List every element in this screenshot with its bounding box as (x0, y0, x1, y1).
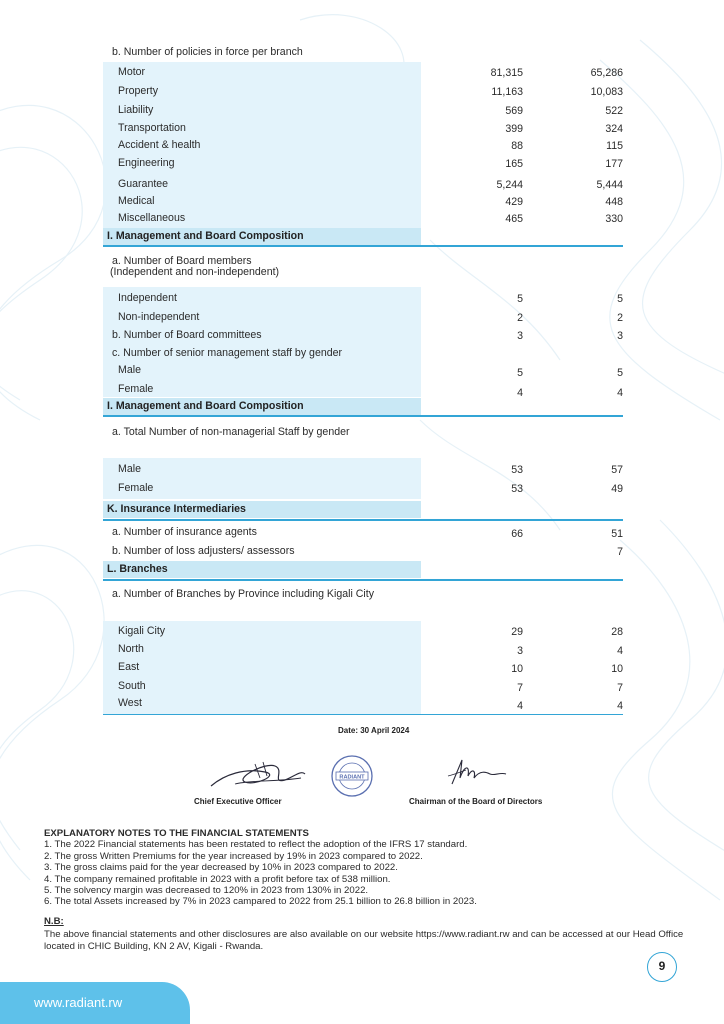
staff-male-value-2023: 53 (511, 464, 523, 476)
policy-row-value-2022: 324 (605, 123, 623, 135)
staff-male-value-2022: 57 (611, 464, 623, 476)
senior-female-value-2023: 4 (517, 387, 523, 399)
footer-website-tab (0, 982, 190, 1024)
branch-row-value-2023: 3 (517, 645, 523, 657)
section-divider (103, 579, 623, 581)
policy-row-value-2022: 448 (605, 196, 623, 208)
insurance-agents-value-2023: 66 (511, 528, 523, 540)
policy-row-value-2022: 5,444 (596, 179, 623, 191)
branch-row-value-2023: 10 (511, 663, 523, 675)
ceo-signature (205, 756, 310, 796)
board-independent-value-2023: 5 (517, 293, 523, 305)
branches-heading: a. Number of Branches by Province including Kigali City (112, 588, 375, 600)
senior-male-value-2022: 5 (617, 367, 623, 379)
ceo-caption: Chief Executive Officer (194, 797, 282, 806)
branch-row-value-2022: 10 (611, 663, 623, 675)
section-divider (103, 415, 623, 417)
policy-row-value-2023: 11,163 (491, 86, 523, 98)
board-independent-label: Independent (118, 292, 177, 304)
staff-heading: a. Total Number of non-managerial Staff by gender (112, 426, 350, 438)
nb-text: The above financial statements and other disclosures are also available on our website https://www.radiant.rw and can be accessed at our Head Office located in CHIC Building, KN 2 AV, Kigali - Rwanda. (44, 928, 684, 953)
section-divider (103, 245, 623, 247)
website-link[interactable]: www.radiant.rw (34, 995, 123, 1010)
nb-note (44, 916, 684, 954)
policy-row-label: Engineering (118, 157, 175, 169)
senior-female-value-2022: 4 (617, 387, 623, 399)
policies-heading: b. Number of policies in force per branch (112, 46, 303, 58)
senior-male-label: Male (118, 364, 141, 376)
note-item: 1. The 2022 Financial statements has been restated to reflect the adoption of the IFRS 17 standard. (44, 839, 468, 851)
board-members-heading-line1: a. Number of Board members (112, 255, 252, 267)
policy-row-label: Property (118, 85, 159, 97)
policy-row-value-2023: 5,244 (496, 179, 523, 191)
senior-male-value-2023: 5 (517, 367, 523, 379)
branch-row-label: West (118, 697, 142, 709)
policy-row-label: Transportation (118, 122, 186, 134)
board-independent-value-2022: 5 (617, 293, 623, 305)
board-committees-value-2022: 3 (617, 330, 623, 342)
branch-row-label: North (118, 643, 144, 655)
policy-row-label: Motor (118, 66, 146, 78)
policy-row-value-2022: 65,286 (590, 67, 623, 79)
explanatory-notes (44, 828, 684, 908)
note-item: 5. The solvency margin was decreased to 120% in 2023 from 130% in 2022. (44, 885, 369, 897)
policy-row-value-2022: 10,083 (590, 86, 623, 98)
policy-row-value-2023: 569 (505, 105, 523, 117)
branch-row-value-2022: 4 (617, 645, 623, 657)
staff-female-value-2023: 53 (511, 483, 523, 495)
staff-female-value-2022: 49 (611, 483, 623, 495)
insurance-agents-label: a. Number of insurance agents (112, 526, 257, 538)
page-number: 9 (647, 952, 677, 982)
senior-female-label: Female (118, 383, 154, 395)
policy-row-value-2023: 465 (505, 213, 523, 225)
policy-row-value-2022: 115 (606, 140, 623, 152)
chairman-caption: Chairman of the Board of Directors (409, 797, 543, 806)
branch-row-label: East (118, 661, 140, 673)
policy-row-value-2023: 429 (505, 196, 523, 208)
notes-title: EXPLANATORY NOTES TO THE FINANCIAL STATEMENTS (44, 828, 309, 839)
table-bottom-divider (103, 714, 623, 715)
section-title-staff: I. Management and Board Composition (103, 398, 421, 415)
policy-row-value-2023: 88 (511, 140, 523, 152)
stamp-center-text: RADIANT (339, 774, 365, 781)
branch-row-value-2022: 4 (617, 700, 623, 712)
policy-row-label: Liability (118, 104, 154, 116)
board-members-heading-line2: (Independent and non-independent) (110, 266, 280, 278)
policy-row-value-2022: 330 (605, 213, 623, 225)
board-non-independent-value-2023: 2 (517, 312, 523, 324)
branch-row-value-2022: 7 (617, 682, 623, 694)
note-item: 4. The company remained profitable in 2023 with a profit before tax of 538 million. (44, 873, 391, 885)
policy-row-value-2022: 177 (605, 158, 623, 170)
staff-female-label: Female (118, 482, 154, 494)
note-item: 2. The gross Written Premiums for the year increased by 19% in 2023 compared to 2022. (44, 850, 423, 862)
note-item: 3. The gross claims paid for the year decreased by 10% in 2023 compared to 2022. (44, 862, 398, 874)
section-title-intermediaries: K. Insurance Intermediaries (103, 501, 421, 518)
company-stamp (330, 750, 374, 802)
policy-row-label: Guarantee (118, 178, 169, 190)
board-committees-label: b. Number of Board committees (112, 329, 262, 341)
loss-adjusters-value-2022: 7 (617, 546, 623, 558)
policy-row-label: Medical (118, 195, 155, 207)
branch-row-value-2023: 7 (517, 682, 523, 694)
staff-male-label: Male (118, 463, 141, 475)
signing-date: Date: 30 April 2024 (338, 726, 410, 735)
policy-row-value-2022: 522 (605, 105, 623, 117)
note-item: 6. The total Assets increased by 7% in 2023 campared to 2022 from 25.1 billion to 26.8 billion in 2023. (44, 896, 477, 908)
section-title-board: I. Management and Board Composition (103, 228, 421, 245)
branch-row-value-2023: 29 (511, 626, 523, 638)
senior-management-heading: c. Number of senior management staff by gender (112, 347, 343, 359)
branch-row-label: South (118, 680, 146, 692)
policy-row-label: Miscellaneous (118, 212, 186, 224)
board-non-independent-value-2022: 2 (617, 312, 623, 324)
nb-title: N.B: (44, 916, 64, 927)
board-non-independent-label: Non-independent (118, 311, 200, 323)
policy-row-value-2023: 399 (505, 123, 523, 135)
policy-row-value-2023: 81,315 (490, 67, 523, 79)
loss-adjusters-label: b. Number of loss adjusters/ assessors (112, 545, 295, 557)
board-committees-value-2023: 3 (517, 330, 523, 342)
policy-row-label: Accident & health (118, 139, 201, 151)
section-title-branches: L. Branches (103, 561, 421, 578)
insurance-agents-value-2022: 51 (611, 528, 623, 540)
branch-row-value-2022: 28 (611, 626, 623, 638)
branch-row-label: Kigali City (118, 625, 166, 637)
section-divider (103, 519, 623, 521)
chairman-signature (442, 756, 522, 790)
policy-row-value-2023: 165 (505, 158, 523, 170)
branch-row-value-2023: 4 (517, 700, 523, 712)
